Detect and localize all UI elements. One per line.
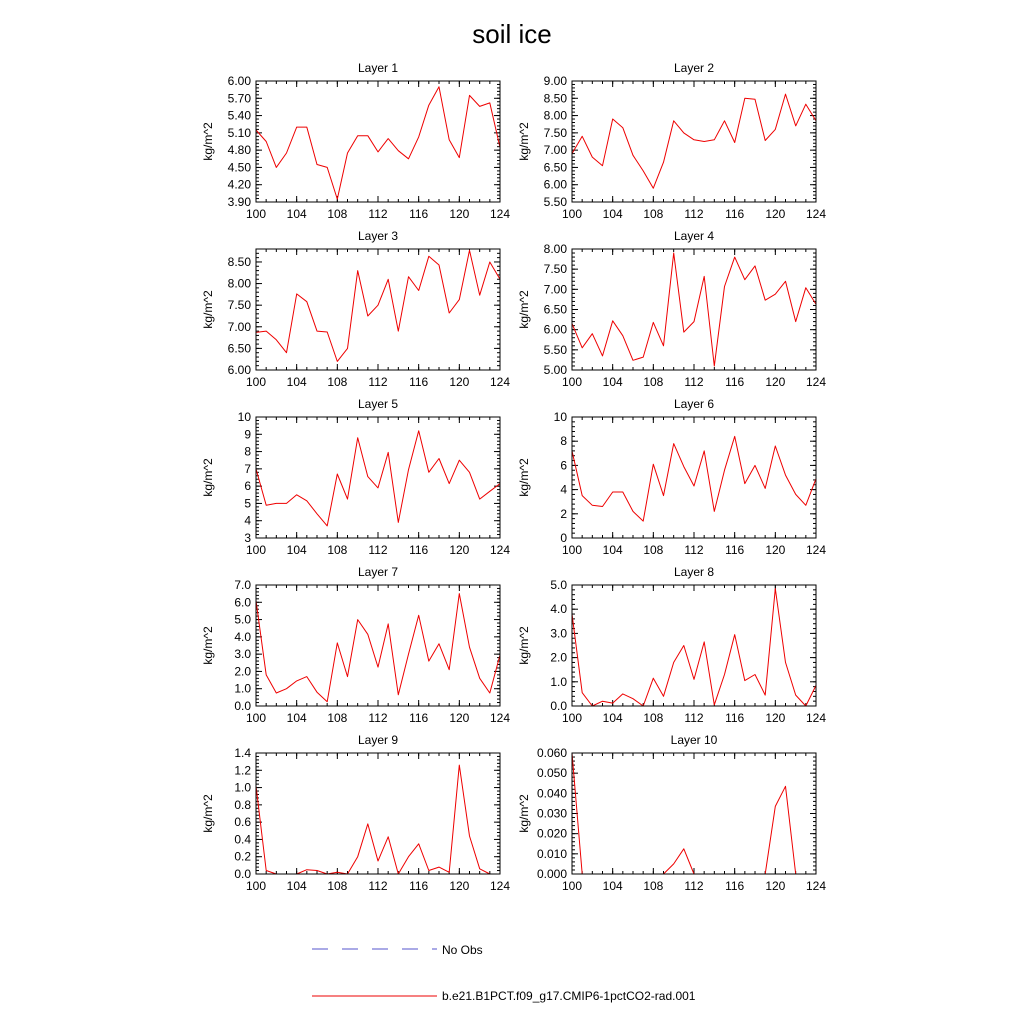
x-tick-label: 112 <box>684 879 704 893</box>
y-tick-label: 8.00 <box>543 108 567 123</box>
x-tick-label: 116 <box>725 879 745 893</box>
y-tick-label: 4 <box>560 482 567 497</box>
y-tick-label: 1.2 <box>234 763 251 778</box>
x-tick-label: 112 <box>368 879 388 893</box>
y-tick-label: 4.50 <box>227 160 251 175</box>
x-tick-label: 108 <box>327 711 348 725</box>
y-tick-label: 7 <box>244 461 251 476</box>
y-tick-label: 0.010 <box>536 846 567 861</box>
y-tick-label: 5 <box>244 496 251 511</box>
panel-title: Layer 10 <box>670 733 718 747</box>
y-tick-label: 3.90 <box>227 195 251 209</box>
x-tick-label: 100 <box>561 711 583 725</box>
x-tick-label: 124 <box>489 711 511 725</box>
x-tick-label: 124 <box>489 207 511 221</box>
y-tick-label: 7.00 <box>227 319 251 334</box>
x-tick-label: 100 <box>245 711 267 725</box>
x-tick-label: 124 <box>805 207 827 221</box>
y-tick-label: 2 <box>560 506 567 521</box>
y-tick-label: 5.50 <box>543 195 567 209</box>
x-tick-label: 116 <box>409 711 429 725</box>
y-tick-label: 0.2 <box>234 849 251 864</box>
x-tick-label: 112 <box>368 207 388 221</box>
x-tick-label: 100 <box>245 375 267 389</box>
panel-title: Layer 9 <box>357 733 399 747</box>
y-tick-label: 5.0 <box>234 612 251 627</box>
x-tick-label: 104 <box>602 375 623 389</box>
y-axis-label: kg/m^2 <box>201 122 215 161</box>
x-tick-label: 120 <box>449 879 470 893</box>
x-tick-label: 104 <box>602 543 623 557</box>
x-tick-label: 108 <box>643 375 664 389</box>
x-tick-label: 116 <box>409 543 429 557</box>
y-tick-label: 8.50 <box>543 91 567 106</box>
y-tick-label: 6.50 <box>227 341 251 356</box>
y-tick-label: 0.4 <box>234 832 251 847</box>
y-tick-label: 7.0 <box>234 578 251 592</box>
y-tick-label: 1.0 <box>550 674 567 689</box>
x-tick-label: 124 <box>805 375 827 389</box>
y-tick-label: 5.40 <box>227 108 251 123</box>
x-tick-label: 104 <box>286 879 307 893</box>
figure-title: soil ice <box>472 19 552 49</box>
x-tick-label: 100 <box>561 207 583 221</box>
y-tick-label: 5.10 <box>227 125 251 140</box>
y-tick-label: 3 <box>244 531 251 545</box>
x-tick-label: 120 <box>449 375 470 389</box>
y-tick-label: 0.030 <box>536 806 567 821</box>
y-tick-label: 6.00 <box>543 177 567 192</box>
y-tick-label: 6.0 <box>234 595 251 610</box>
y-tick-label: 4.20 <box>227 177 251 192</box>
y-tick-label: 7.50 <box>543 125 567 140</box>
legend-model-label: b.e21.B1PCT.f09_g17.CMIP6-1pctCO2-rad.001 <box>442 989 696 1003</box>
y-tick-label: 3.0 <box>234 647 251 662</box>
x-tick-label: 124 <box>489 375 511 389</box>
y-tick-label: 9 <box>244 427 251 442</box>
x-tick-label: 120 <box>765 375 786 389</box>
y-tick-label: 6 <box>244 479 251 494</box>
y-tick-label: 2.0 <box>234 664 251 679</box>
y-tick-label: 6.00 <box>227 363 251 377</box>
x-tick-label: 108 <box>643 543 664 557</box>
y-tick-label: 7.50 <box>227 298 251 313</box>
x-tick-label: 124 <box>489 879 511 893</box>
x-tick-label: 108 <box>643 879 664 893</box>
x-tick-label: 124 <box>805 543 827 557</box>
y-tick-label: 1.4 <box>234 746 251 760</box>
x-tick-label: 116 <box>725 207 745 221</box>
panel-title: Layer 6 <box>673 397 715 411</box>
x-tick-label: 108 <box>327 207 348 221</box>
x-tick-label: 108 <box>327 543 348 557</box>
y-tick-label: 10 <box>553 410 567 424</box>
x-tick-label: 116 <box>409 375 429 389</box>
x-tick-label: 104 <box>602 711 623 725</box>
y-tick-label: 4.0 <box>550 602 567 617</box>
y-tick-label: 2.0 <box>550 650 567 665</box>
y-tick-label: 3.0 <box>550 626 567 641</box>
x-tick-label: 108 <box>327 879 348 893</box>
y-tick-label: 6.00 <box>543 322 567 337</box>
y-tick-label: 7.00 <box>543 282 567 297</box>
y-tick-label: 0.6 <box>234 815 251 830</box>
panel-title: Layer 4 <box>673 229 715 243</box>
y-tick-label: 4.0 <box>234 629 251 644</box>
x-tick-label: 116 <box>409 207 429 221</box>
x-tick-label: 108 <box>327 375 348 389</box>
y-tick-label: 5.50 <box>543 342 567 357</box>
y-tick-label: 8.00 <box>543 242 567 256</box>
y-tick-label: 5.0 <box>550 578 567 592</box>
x-tick-label: 100 <box>561 543 583 557</box>
y-axis-label: kg/m^2 <box>517 290 531 329</box>
x-tick-label: 104 <box>286 711 307 725</box>
x-tick-label: 112 <box>684 375 704 389</box>
x-tick-label: 120 <box>765 879 786 893</box>
y-tick-label: 0.040 <box>536 786 567 801</box>
x-tick-label: 104 <box>286 543 307 557</box>
x-tick-label: 116 <box>409 879 429 893</box>
panel-title: Layer 8 <box>673 565 715 579</box>
x-tick-label: 100 <box>245 207 267 221</box>
x-tick-label: 100 <box>245 543 267 557</box>
x-tick-label: 112 <box>368 711 388 725</box>
x-tick-label: 124 <box>805 711 827 725</box>
y-axis-label: kg/m^2 <box>517 458 531 497</box>
y-tick-label: 5.70 <box>227 91 251 106</box>
y-tick-label: 7.50 <box>543 262 567 277</box>
y-tick-label: 6.50 <box>543 302 567 317</box>
y-tick-label: 4 <box>244 513 251 528</box>
y-tick-label: 5.00 <box>543 363 567 377</box>
y-tick-label: 1.0 <box>234 681 251 696</box>
x-tick-label: 112 <box>684 207 704 221</box>
y-tick-label: 10 <box>237 410 251 424</box>
y-tick-label: 6 <box>560 458 567 473</box>
x-tick-label: 120 <box>765 207 786 221</box>
x-tick-label: 120 <box>449 711 470 725</box>
panel-title: Layer 3 <box>357 229 399 243</box>
y-tick-label: 4.80 <box>227 143 251 158</box>
x-tick-label: 112 <box>684 543 704 557</box>
y-tick-label: 8.50 <box>227 254 251 269</box>
x-tick-label: 120 <box>765 543 786 557</box>
x-tick-label: 104 <box>286 375 307 389</box>
x-tick-label: 104 <box>602 879 623 893</box>
x-tick-label: 120 <box>765 711 786 725</box>
y-tick-label: 7.00 <box>543 143 567 158</box>
x-tick-label: 108 <box>643 207 664 221</box>
y-tick-label: 0.8 <box>234 797 251 812</box>
panel-title: Layer 5 <box>357 397 399 411</box>
y-axis-label: kg/m^2 <box>201 458 215 497</box>
legend-no-obs-label: No Obs <box>442 943 483 957</box>
x-tick-label: 104 <box>602 207 623 221</box>
x-tick-label: 116 <box>725 375 745 389</box>
x-tick-label: 100 <box>561 375 583 389</box>
x-tick-label: 100 <box>245 879 267 893</box>
x-tick-label: 120 <box>449 543 470 557</box>
y-tick-label: 9.00 <box>543 74 567 88</box>
y-axis-label: kg/m^2 <box>201 290 215 329</box>
y-axis-label: kg/m^2 <box>517 626 531 665</box>
y-axis-label: kg/m^2 <box>517 122 531 161</box>
y-axis-label: kg/m^2 <box>201 794 215 833</box>
panel-title: Layer 7 <box>357 565 399 579</box>
x-tick-label: 116 <box>725 543 745 557</box>
y-tick-label: 0.000 <box>536 867 567 881</box>
y-tick-label: 6.00 <box>227 74 251 88</box>
x-tick-label: 116 <box>725 711 745 725</box>
y-tick-label: 8.00 <box>227 276 251 291</box>
y-tick-label: 0.020 <box>536 826 567 841</box>
x-tick-label: 112 <box>368 375 388 389</box>
panel-title: Layer 1 <box>357 61 399 75</box>
y-tick-label: 6.50 <box>543 160 567 175</box>
x-tick-label: 112 <box>684 711 704 725</box>
x-tick-label: 124 <box>489 543 511 557</box>
y-axis-label: kg/m^2 <box>517 794 531 833</box>
y-tick-label: 0.0 <box>550 699 567 713</box>
x-tick-label: 124 <box>805 879 827 893</box>
y-tick-label: 8 <box>244 444 251 459</box>
y-tick-label: 0 <box>560 531 567 545</box>
x-tick-label: 112 <box>368 543 388 557</box>
y-tick-label: 0.0 <box>234 867 251 881</box>
x-tick-label: 104 <box>286 207 307 221</box>
y-axis-label: kg/m^2 <box>201 626 215 665</box>
y-tick-label: 0.060 <box>536 746 567 760</box>
y-tick-label: 1.0 <box>234 780 251 795</box>
y-tick-label: 0.050 <box>536 766 567 781</box>
x-tick-label: 108 <box>643 711 664 725</box>
panel-title: Layer 2 <box>673 61 715 75</box>
x-tick-label: 120 <box>449 207 470 221</box>
y-tick-label: 0.0 <box>234 699 251 713</box>
y-tick-label: 8 <box>560 434 567 449</box>
x-tick-label: 100 <box>561 879 583 893</box>
